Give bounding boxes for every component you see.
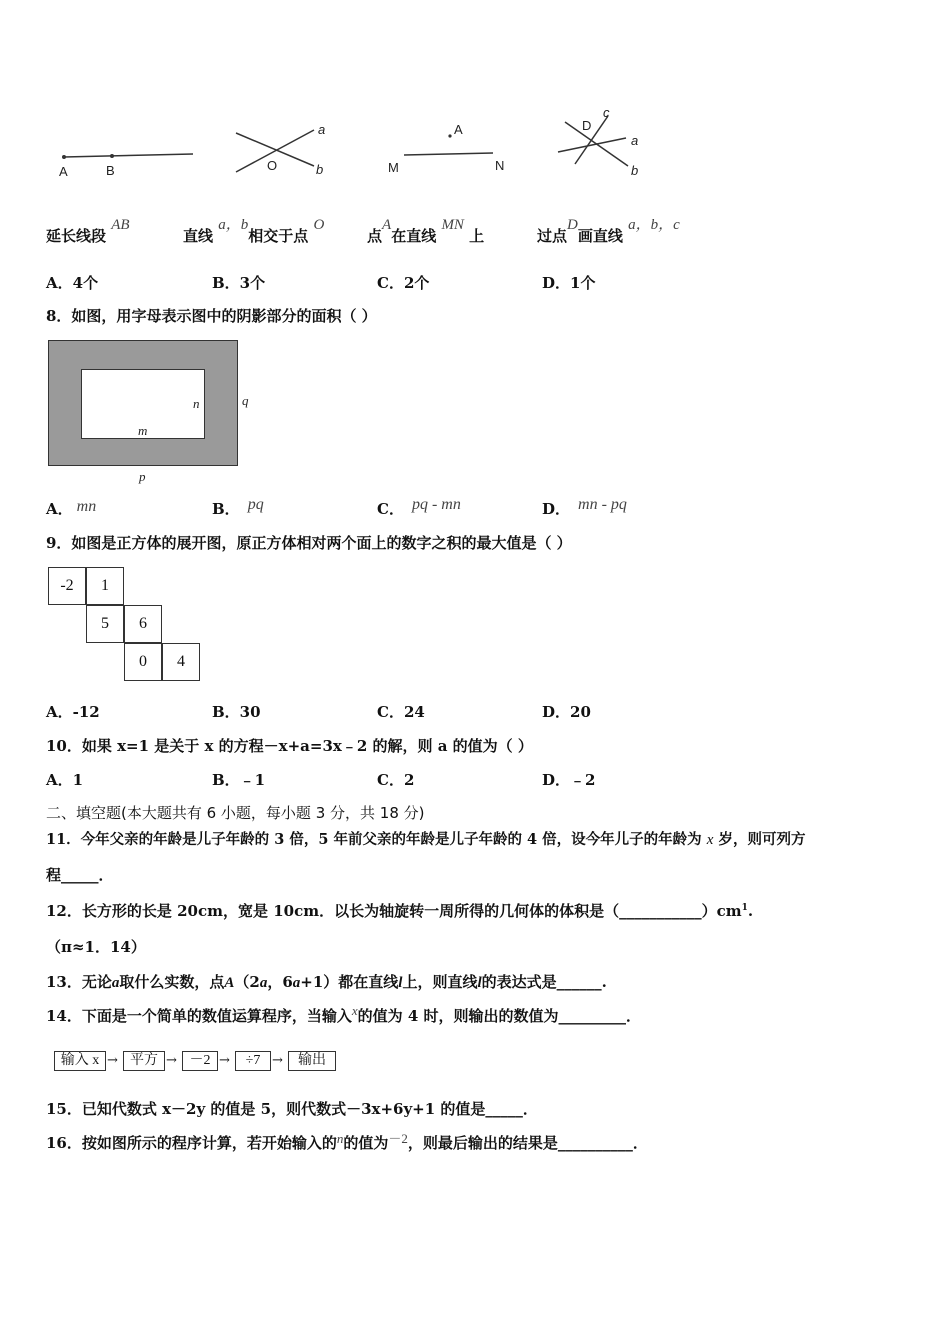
option-label: B． xyxy=(212,500,240,518)
cube-face: 6 xyxy=(124,605,162,643)
flow-div7: ÷7 xyxy=(235,1051,271,1071)
q16-stem xyxy=(46,1132,648,1153)
option-label: D． xyxy=(542,500,571,518)
caption-text: 画直线 xyxy=(577,227,623,245)
label-p: p xyxy=(139,469,146,484)
q14-text: 14．下面是一个简单的数值运算程序，当输入 xyxy=(46,1007,352,1025)
q13-var: a xyxy=(292,975,301,991)
q12-text: . xyxy=(747,902,754,920)
q11-text: 11．今年父亲的年龄是儿子年龄的 3 倍，5 年前父亲的年龄是儿子年龄的 4 倍，设今年儿子的年龄为 xyxy=(46,831,702,848)
arrow-icon: → xyxy=(166,1053,177,1068)
q13-var: l xyxy=(398,975,403,991)
q9-stem: 9．如图是正方体的展开图，原正方体相对两个面上的数字之积的最大值是（ ） xyxy=(46,534,572,552)
q13-text: ，6 xyxy=(267,973,293,991)
q9-option-a[interactable]: A．-12 xyxy=(46,703,100,721)
q12-sup: 1 xyxy=(741,903,748,913)
q12-stem xyxy=(46,900,753,921)
flow-input: 输入 x xyxy=(54,1051,106,1071)
label-m: m xyxy=(138,423,148,438)
caption-var: A xyxy=(382,217,392,233)
label-b: B xyxy=(106,163,115,178)
q13-text: 取什么实数，点 xyxy=(119,973,225,991)
q10-option-b[interactable]: B．﹣1 xyxy=(212,771,266,789)
label-b: b xyxy=(316,162,324,177)
q15-stem: 15．已知代数式 x－2y 的值是 5，则代数式－3x+6y+1 的值是_____． xyxy=(46,1100,538,1118)
option-value: pq - mn xyxy=(411,496,461,513)
label-n: N xyxy=(495,158,505,173)
arrow-icon: → xyxy=(219,1053,230,1068)
arrow-icon: → xyxy=(272,1053,283,1068)
caption-3 xyxy=(367,217,485,246)
fig-three-lines xyxy=(558,105,638,178)
q9-option-c[interactable]: C．24 xyxy=(377,703,425,721)
fig-point-line xyxy=(388,122,504,175)
label-n: n xyxy=(193,396,200,411)
q14-text: 的值为 4 时，则输出的数值为_________． xyxy=(357,1007,642,1025)
q8-stem: 8．如图，用字母表示图中的阴影部分的面积（ ） xyxy=(46,307,377,325)
q13-var: l xyxy=(477,975,482,991)
q10-option-a[interactable]: A．1 xyxy=(46,771,84,789)
option-value: pq xyxy=(247,496,264,513)
cube-face: -2 xyxy=(48,567,86,605)
q10-stem: 10．如果 x=1 是关于 x 的方程－x+a=3x﹣2 的解，则 a 的值为（ ） xyxy=(46,737,533,755)
caption-text: 直线 xyxy=(183,227,214,245)
q16-text: 的值为 xyxy=(343,1134,389,1152)
q16-value: －2 xyxy=(388,1131,408,1146)
q11-text: 岁，则可列方 xyxy=(718,831,806,848)
q14-stem xyxy=(46,1005,641,1026)
caption-text: 点 xyxy=(367,227,383,245)
option-label: A． xyxy=(46,500,73,518)
q8-option-d[interactable] xyxy=(542,498,627,519)
q13-text: +1）都在直线 xyxy=(300,973,399,991)
caption-text: 延长线段 xyxy=(46,227,107,245)
q7-option-d[interactable]: D．1个 xyxy=(542,274,596,292)
q7-option-a[interactable]: A．4个 xyxy=(46,274,99,292)
flow-square: 平方 xyxy=(123,1051,165,1071)
label-a: a xyxy=(631,133,639,148)
label-m: M xyxy=(388,160,399,175)
q8-figure xyxy=(48,340,238,466)
label-a: A xyxy=(454,122,463,137)
q16-var: n xyxy=(336,1131,344,1146)
caption-var: a，b，c xyxy=(628,217,680,233)
flow-output: 输出 xyxy=(288,1051,336,1071)
caption-var: O xyxy=(313,217,325,233)
q13-text: 13．无论 xyxy=(46,973,112,991)
label-d: D xyxy=(582,118,592,133)
caption-text: 在直线 xyxy=(391,227,437,245)
label-a: a xyxy=(318,122,326,137)
q16-text: 16．按如图所示的程序计算，若开始输入的 xyxy=(46,1134,337,1152)
q7-option-c[interactable]: C．2个 xyxy=(377,274,430,292)
q13-text: 上，则直线 xyxy=(402,973,478,991)
cube-face: 5 xyxy=(86,605,124,643)
arrow-icon: → xyxy=(107,1053,118,1068)
caption-var: MN xyxy=(441,217,464,233)
q8-option-a[interactable] xyxy=(46,498,96,519)
q14-var: x xyxy=(351,1003,358,1018)
q8-option-b[interactable] xyxy=(212,498,264,519)
fig-segment-ab xyxy=(59,154,193,179)
q11-var: x xyxy=(706,832,714,848)
flow-minus2: －2 xyxy=(182,1051,218,1071)
q8-option-c[interactable] xyxy=(377,498,461,519)
option-value: mn - pq xyxy=(578,496,627,513)
section-heading: 二、填空题(本大题共有 6 小题，每小题 3 分，共 18 分) xyxy=(46,804,425,822)
q11-line1 xyxy=(46,828,805,849)
caption-2 xyxy=(183,217,325,246)
label-b: b xyxy=(631,163,639,178)
caption-4 xyxy=(537,217,680,246)
caption-var: AB xyxy=(111,217,130,233)
q10-option-d[interactable]: D．﹣2 xyxy=(542,771,596,789)
q9-option-d[interactable]: D．20 xyxy=(542,703,591,721)
q9-option-b[interactable]: B．30 xyxy=(212,703,261,721)
q11-line2: 程_____． xyxy=(46,866,114,884)
caption-text: 相交于点 xyxy=(248,227,309,245)
q13-text: （2 xyxy=(234,973,260,991)
q13-var: a xyxy=(111,975,120,991)
caption-var: a，b xyxy=(218,217,249,233)
caption-1 xyxy=(46,217,130,246)
q13-var: a xyxy=(259,975,268,991)
label-a: A xyxy=(59,164,68,179)
caption-text: 上 xyxy=(469,227,485,245)
caption-text: 过点 xyxy=(537,227,568,245)
q12-note: （π≈1．14） xyxy=(46,938,146,956)
q13-stem xyxy=(46,971,607,992)
option-label: C． xyxy=(377,500,404,518)
label-o: O xyxy=(267,158,278,173)
q13-text: 的表达式是______. xyxy=(481,973,607,991)
cube-face: 1 xyxy=(86,567,124,605)
q10-option-c[interactable]: C．2 xyxy=(377,771,415,789)
cube-net xyxy=(48,567,208,687)
label-q: q xyxy=(242,393,249,408)
caption-var: D xyxy=(567,217,578,233)
q13-var: A xyxy=(224,975,235,991)
q16-text: ，则最后输出的结果是__________． xyxy=(407,1134,648,1152)
q7-figures xyxy=(0,100,950,190)
q12-text: 12．长方形的长是 20cm，宽是 10cm．以长为轴旋转一周所得的几何体的体积是（___________）cm xyxy=(46,902,742,920)
fig-intersecting-lines xyxy=(236,122,325,177)
cube-face: 4 xyxy=(162,643,200,681)
q14-flowchart xyxy=(54,1051,354,1075)
option-value: mn xyxy=(76,498,97,515)
q7-option-b[interactable]: B．3个 xyxy=(212,274,266,292)
label-c: c xyxy=(603,105,610,120)
cube-face: 0 xyxy=(124,643,162,681)
